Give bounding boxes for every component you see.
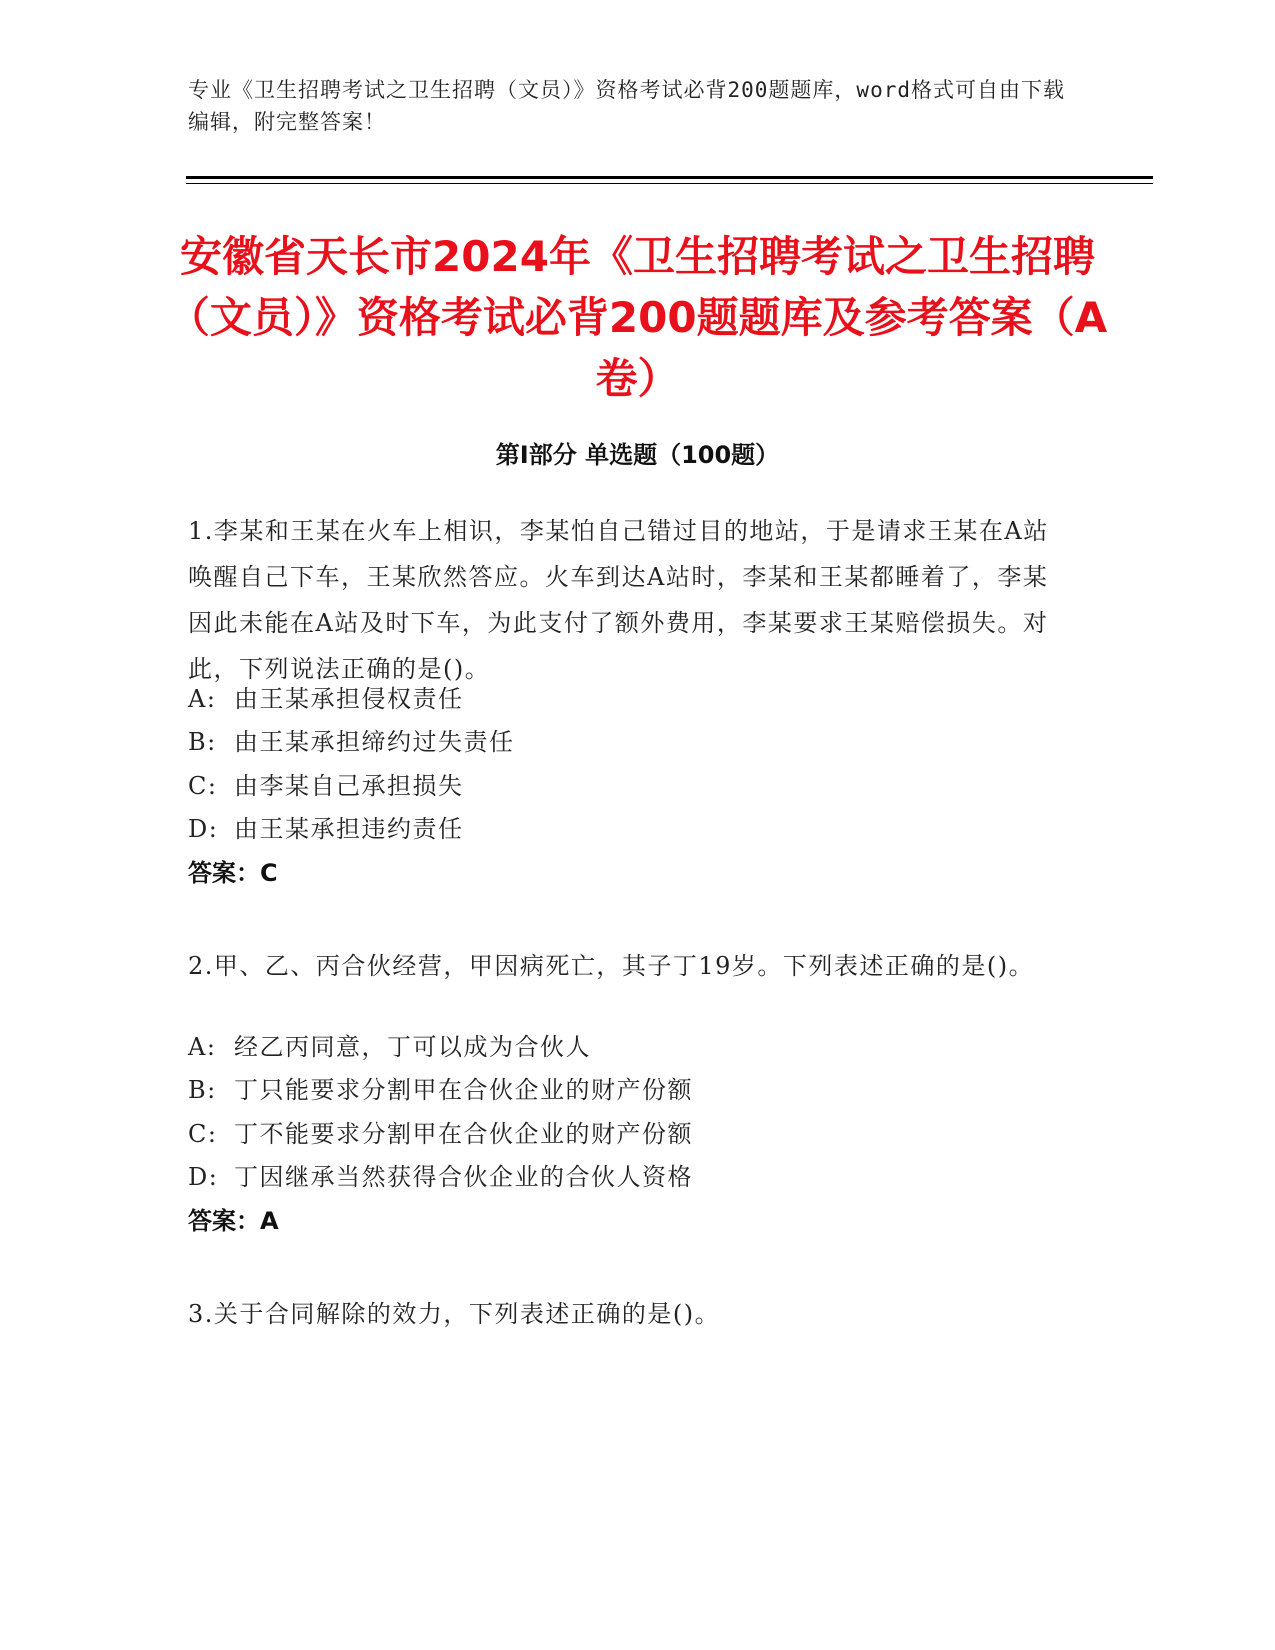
option-letter: C: [188, 772, 218, 800]
option-letter: B: [188, 1076, 217, 1104]
question-1-answer: 答案：C [188, 859, 278, 887]
question-2-option-c [188, 1117, 1068, 1151]
option-text: 由王某承担缔约过失责任 [234, 728, 515, 756]
option-letter: A: [188, 685, 217, 713]
document-title: 安徽省天长市2024年《卫生招聘考试之卫生招聘（文员）》资格考试必背200题题库及参考答案（A卷） [167, 232, 1108, 403]
option-text: 经乙丙同意，丁可以成为合伙人 [234, 1033, 591, 1061]
option-text: 丁只能要求分割甲在合伙企业的财产份额 [234, 1076, 693, 1104]
option-letter: C: [188, 1120, 218, 1148]
question-1-option-c [188, 769, 1068, 803]
header-divider-thin [186, 183, 1153, 184]
question-1-option-b [188, 725, 1068, 759]
question-2-stem: 2.甲、乙、丙合伙经营，甲因病死亡，其子丁19岁。下列表述正确的是()。 [188, 952, 1035, 980]
option-letter: B: [188, 728, 217, 756]
question-2-option-b [188, 1073, 1068, 1107]
question-1-stem: 1.李某和王某在火车上相识，李某怕自己错过目的地站，于是请求王某在A站唤醒自己下车，王某欣然答应。火车到达A站时，李某和王某都睡着了，李某因此未能在A站及时下车，为此支付了额外费用，李某要求王某赔偿损失。对此，下列说法正确的是()。 [188, 517, 1049, 683]
question-2-option-d [188, 1160, 1068, 1194]
question-3-stem: 3.关于合同解除的效力，下列表述正确的是()。 [188, 1300, 721, 1328]
header-note: 专业《卫生招聘考试之卫生招聘（文员）》资格考试必背200题题库，word格式可自由下载编辑，附完整答案！ [188, 78, 1065, 134]
section-heading: 第Ⅰ部分 单选题（100题） [495, 441, 780, 469]
question-1-option-a [188, 682, 1068, 716]
option-letter: D: [188, 815, 219, 843]
question-1-option-d [188, 812, 1068, 846]
question-2-option-a [188, 1030, 1068, 1064]
header-divider-thick [186, 176, 1153, 179]
option-letter: D: [188, 1163, 219, 1191]
question-2-answer: 答案：A [188, 1207, 279, 1235]
option-text: 由王某承担侵权责任 [234, 685, 464, 713]
option-text: 由王某承担违约责任 [234, 815, 464, 843]
option-text: 由李某自己承担损失 [234, 772, 464, 800]
option-letter: A: [188, 1033, 217, 1061]
option-text: 丁不能要求分割甲在合伙企业的财产份额 [234, 1120, 693, 1148]
option-text: 丁因继承当然获得合伙企业的合伙人资格 [234, 1163, 693, 1191]
